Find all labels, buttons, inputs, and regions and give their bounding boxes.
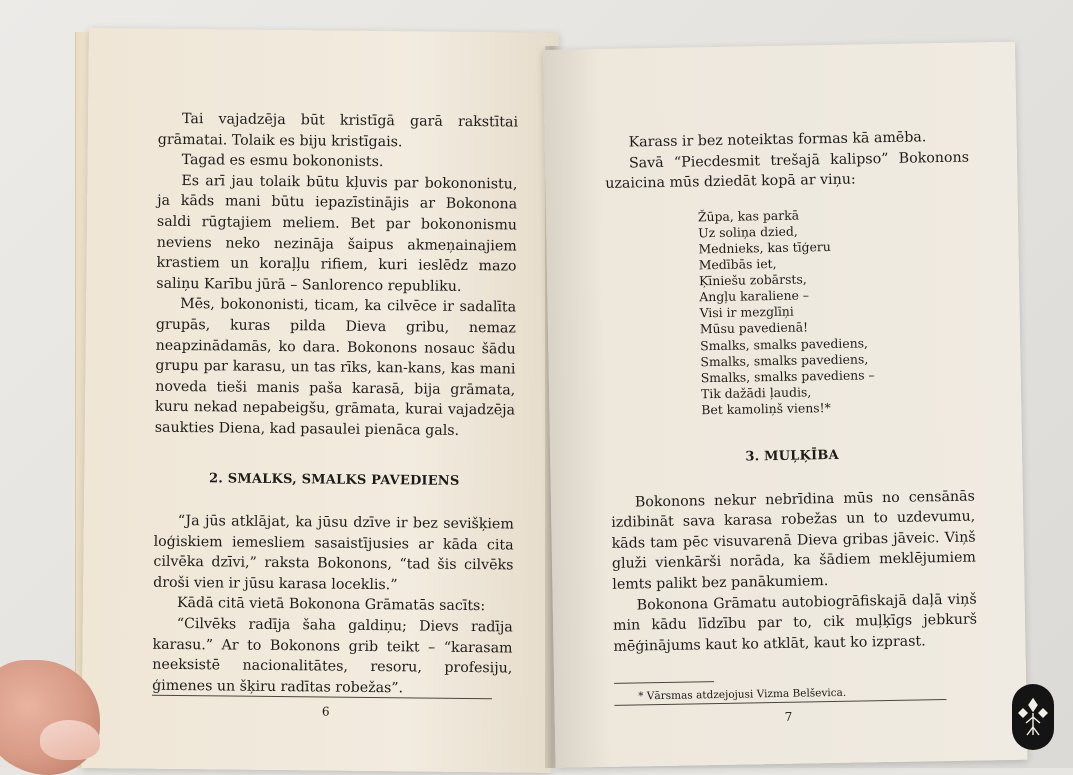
paragraph: Karass ir bez noteiktas formas kā amēba. (628, 129, 927, 151)
paragraph: Bokonons nekur nebrīdina mūs no censānās izdibināt sava karasa robežas un to uzdevumu, kāds tam pēc visuvarenā Dieva gribas jāveic. Viņš gluži vienkārši norāda, ka šādiem meklējumiem lemts palikt bez panākumiem. (611, 488, 977, 593)
open-book (75, 26, 1015, 768)
chapter-heading: 2. SMALKS, SMALKS PAVEDIENS (208, 470, 460, 489)
paragraph: Tagad es esmu bokononists. (181, 152, 384, 171)
watermark-logo (1012, 684, 1054, 750)
ornament-icon (1018, 695, 1048, 739)
paragraph: “Cilvēks radīja šaha galdiņu; Dievs radīja karasu.” Ar to Bokonons grib teikt – “karasam neeksistē nacionalitātes, resoru, profesiju, ģimenes un šķiru radītas robežas”. (152, 616, 513, 697)
poem-line: Mūsu pavedienā! (699, 319, 809, 337)
paragraph: Kādā citā vietā Bokonona Grāmatās sacīts: (176, 595, 486, 615)
paragraph: Bokonona Grāmatu autobiogrāfiskajā daļā viņš min kādu līdzību par to, cik muļķīgs jebkurš mēģinājums kaut ko atklāt, kaut ko izprast. (612, 591, 978, 655)
poem-line: Bet kamoliņš viens!* (701, 399, 831, 418)
page-number: 6 (321, 704, 330, 719)
poem-line: Visi ir mezglīņi (699, 304, 794, 321)
paragraph: Mēs, bokononisti, ticam, ka cilvēce ir sadalīta grupās, kuras pilda Dieva gribu, nemaz neapzinādamās, ko dara. Bokonons nosauc šādu grupu par karasu, un tas rīks, kan-kans, kas mani noveda tieši manis paša karasā, bija grāmata, kuru nekad nepabeigšu, grāmata, kurai vajadzēja saukties Diena, kad pasaulei pienāca gals. (154, 296, 517, 439)
paragraph: Tai vajadzēja būt kristīgā garā rakstītai grāmatai. Tolaik es biju kristīgais. (157, 110, 519, 150)
poem-line: Žūpa, kas parkā (697, 207, 800, 225)
poem-line: Ķīniešu zobārsts, (698, 271, 807, 289)
chapter-heading: 3. MUĻĶĪBA (745, 447, 839, 465)
poem-line: Uz soliņa dzied, (698, 223, 798, 241)
paragraph: Savā “Piecdesmit trešajā kalipso” Bokonons uzaicina mūs dziedāt kopā ar viņu: (605, 149, 970, 193)
page-number: 7 (784, 709, 793, 724)
paragraph: “Ja jūs atklājat, ka jūsu dzīve ir bez sevišķiem loģiskiem iemesliem sasaistījusies ar kāda cita cilvēka dzīvi,” raksta Bokonons, “tad šis cilvēks droši vien ir jūsu karasa loceklis.” (153, 513, 514, 594)
fingernail (40, 720, 100, 760)
footnote-rule (614, 681, 714, 684)
poem-line: Mednieks, kas tīģeru (698, 238, 831, 257)
footnote: * Vārsmas atdzejojusi Vizma Belševica. (638, 687, 847, 703)
left-page (81, 28, 559, 773)
poem-line: Smalks, smalks pavediens, (700, 350, 869, 369)
left-page-text (152, 109, 518, 700)
poem-line: Tik dažādi ļaudis, (700, 384, 812, 402)
right-page-text (604, 127, 978, 705)
paragraph: Es arī jau tolaik būtu kļuvis par bokononistu, ja kāds mani būtu iepazīstinājis ar Bokonona saldi rūgtajiem meliem. Bet par bokononismu neviens neko nezināja šaipus akmeņainajiem krastiem un koraļļu rifiem, kuri ieslēdz mazo saliņu Karību jūrā – Sanlorenco republiku. (156, 172, 518, 295)
poem (698, 204, 974, 418)
right-page (543, 42, 1027, 768)
poem-line: Medībās iet, (698, 256, 777, 273)
poem-line: Smalks, smalks pavediens, (700, 334, 869, 353)
poem-line: Smalks, smalks pavediens – (700, 366, 875, 386)
poem-line: Angļu karaliene – (699, 287, 810, 305)
